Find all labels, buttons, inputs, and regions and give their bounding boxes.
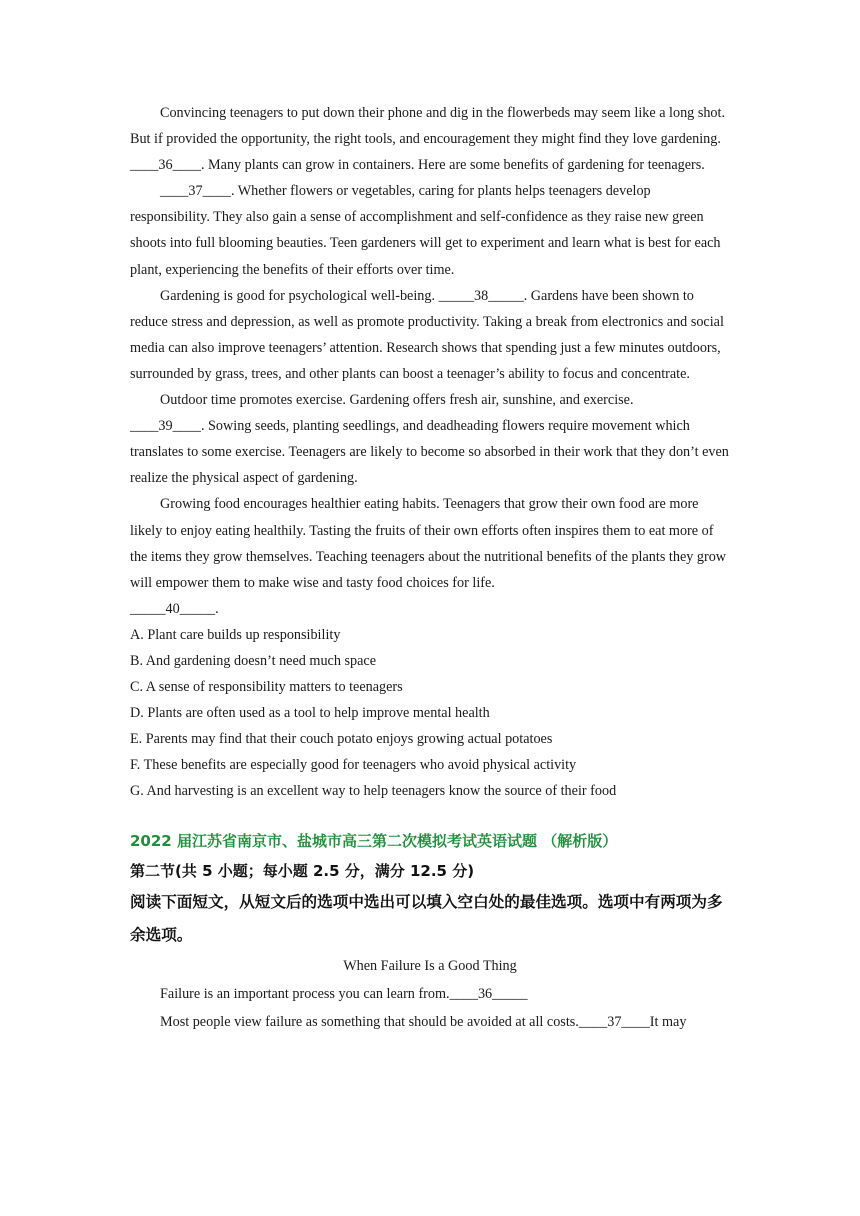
paragraph-4-continued (130, 413, 730, 491)
paragraph-6 (130, 596, 730, 622)
paragraph-6-end: . (215, 600, 219, 617)
passage2-blank-36: ____36_____ (449, 985, 528, 1002)
paragraph-5-text: Growing food encourages healthier eating habits. Teenagers that grow their own food are more likely to enjoy eating healthily. Tasting the fruits of their own efforts often inspires them to eat more of the items they grow themselves. Teaching teenagers about the nutritional benefits of the plants they grow will empower them to make wise and tasty food choices for life. (130, 496, 727, 591)
paragraph-1-text-b: . Many plants can grow in containers. Here are some benefits of gardening for teenagers. (200, 157, 705, 174)
paragraph-4-text-a: Outdoor time promotes exercise. Gardening offers fresh air, sunshine, and exercise. (160, 392, 634, 409)
option-f: F. These benefits are especially good for teenagers who avoid physical activity (130, 757, 577, 774)
document-content (130, 100, 730, 1037)
passage2-line-2-end: It may (649, 1014, 687, 1031)
option-d: D. Plants are often used as a tool to help improve mental health (130, 705, 490, 722)
passage2-line-2 (130, 1008, 730, 1037)
paragraph-4 (130, 387, 730, 413)
paragraph-2 (130, 178, 730, 282)
passage2-line-2-text: Most people view failure as something that should be avoided at all costs. (160, 1014, 579, 1031)
section-heading: 第二节(共 5 小题；每小题 2.5 分，满分 12.5 分) (130, 861, 475, 880)
passage2-line-1-text: Failure is an important process you can learn from. (160, 985, 450, 1002)
passage2-line-1 (130, 980, 730, 1009)
passage2-blank-37: ____37____ (578, 1014, 650, 1031)
blank-37: ____37____ (160, 183, 231, 200)
option-g: G. And harvesting is an excellent way to help teenagers know the source of their food (130, 783, 617, 800)
paragraph-2-text: . Whether flowers or vegetables, caring for plants helps teenagers develop responsibility. They also gain a sense of accomplishment and self-confidence as they raise new green shoots into full blooming beauties. Teen gardeners will get to experiment and learn what is best for each plant, experiencing the benefits of their efforts over time. (130, 183, 721, 278)
blank-36: ____36____ (130, 157, 201, 174)
blank-38: _____38_____ (438, 287, 524, 304)
source-title: 2022 届江苏省南京市、盐城市高三第二次模拟考试英语试题 （解析版） (130, 831, 618, 850)
paragraph-4-text-b: . Sowing seeds, planting seedlings, and deadheading flowers require movement which translates to some exercise. Teenagers are likely to become so absorbed in their work that they don’t even realize the physical aspect of gardening. (130, 418, 729, 487)
paragraph-1-text-a: Convincing teenagers to put down their phone and dig in the flowerbeds may seem like a long shot. But if provided the opportunity, the right tools, and encouragement they might find they love gardening. (130, 105, 726, 148)
paragraph-1 (130, 100, 730, 178)
blank-40: _____40_____ (130, 600, 216, 617)
paragraph-3-text-a: Gardening is good for psychological well-being. (160, 287, 439, 304)
option-a: A. Plant care builds up responsibility (130, 626, 341, 643)
option-e: E. Parents may find that their couch potato enjoys growing actual potatoes (130, 731, 553, 748)
paragraph-3-text-b: . Gardens have been shown to reduce stress and depression, as well as promote productivity. Taking a break from electronics and social media can also improve teenagers’ attention. Research shows that spending just a few minutes outdoors, surrounded by grass, trees, and other plants can boost a teenager’s ability to focus and concentrate. (130, 287, 724, 382)
instruction-text: 阅读下面短文，从短文后的选项中选出可以填入空白处的最佳选项。选项中有两项为多余选项。 (130, 892, 723, 944)
paragraph-3 (130, 283, 730, 387)
paragraph-5 (130, 491, 730, 595)
options-list (130, 622, 730, 805)
blank-39: ____39____ (130, 418, 201, 435)
option-b: B. And gardening doesn’t need much space (130, 652, 376, 669)
option-c: C. A sense of responsibility matters to teenagers (130, 679, 403, 696)
passage-title: When Failure Is a Good Thing (343, 957, 517, 974)
